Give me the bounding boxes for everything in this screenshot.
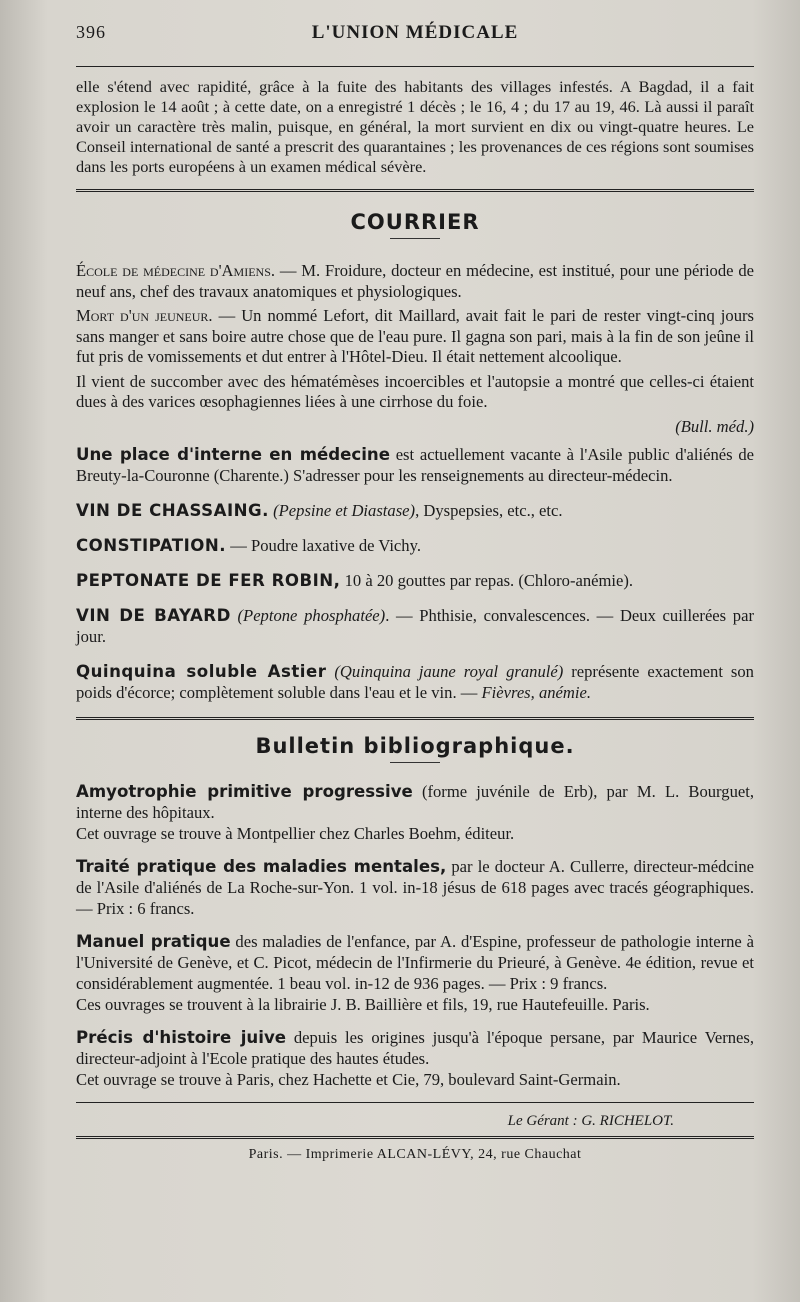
biblio-entry: [76, 856, 754, 919]
news-item-text: — Un nommé Lefort, dit Maillard, avait fait le pari de rester vingt-cinq jours sans manger et sans boire autre chose que de l'eau pure. Il gagna son pari, mais à la fin de son jeûne il fut pris de vomissements et dut entrer à l'Hôtel-Dieu. Il était nettement alcoolique.: [76, 306, 754, 366]
news-source: (Bull. méd.): [675, 416, 754, 436]
page-number: 396: [76, 22, 106, 42]
journal-title: L'UNION MÉDICALE: [311, 22, 519, 43]
biblio-text: par le docteur A. Cullerre, directeur-médcine de l'Asile d'aliénés de La Roche-sur-Yon. 1 vol. in-18 jésus de 618 pages avec tracés géographiques. — Prix : 6 francs.: [76, 857, 755, 918]
bulletin-title: Bulletin bibliographique.: [255, 734, 575, 758]
bulletin-title-rule: [390, 762, 440, 763]
news-item: [76, 261, 754, 302]
courrier-title: COURRIER: [350, 210, 480, 234]
ad-item: [76, 661, 754, 703]
bulletin-section: [76, 781, 754, 1090]
biblio-publisher: Cet ouvrage se trouve à Paris, chez Hachette et Cie, 79, boulevard Saint-Germain.: [76, 1070, 621, 1089]
ad-italic: (Pepsine et Diastase): [273, 501, 416, 520]
ad-tail: Fièvres, anémie.: [481, 683, 592, 702]
news-item: [76, 306, 754, 368]
biblio-text: (forme juvénile de Erb), par M. L. Bourguet, interne des hôpitaux.: [76, 782, 754, 822]
ad-head: VIN DE CHASSAING.: [76, 501, 269, 520]
ad-text: . — Phthisie, convalescences. — Deux cuillerées par jour.: [76, 606, 754, 646]
biblio-text: des maladies de l'enfance, par A. d'Espine, professeur de pathologie interne à l'Université de Genève, et C. Picot, médecin de l'Infirmerie du Prieuré, à Genève. 4e édition, revue et considérablement augmentée. 1 beau vol. in-12 de 936 pages. — Prix : 9 francs.: [76, 932, 754, 993]
ad-italic: (Peptone phosphatée): [237, 606, 386, 625]
gerant-signature: Le Gérant : G. RICHELOT.: [507, 1113, 674, 1129]
news-item-head: Une place d'interne en médecine: [76, 445, 390, 464]
intro-paragraph: elle s'étend avec rapidité, grâce à la fuite des habitants des villages infestés. A Bagdad, il a fait explosion le 14 août ; à cette date, on a enregistré 1 décès ; le 16, 4 ; du 17 au 19, 46. Là aussi il paraît avoir un caractère très malin, puisque, en général, la mort survient en dix ou vingt-quatre heures. Le Conseil international de santé a prescrit des quarantaines ; les provenances de ces régions sont soumises dans les ports européens à un examen médical sévère.: [76, 77, 754, 176]
news-item-head: École de médecine d'Amiens.: [76, 261, 276, 280]
biblio-text: depuis les origines jusqu'à l'époque persane, par Maurice Vernes, directeur-adjoint à l'Ecole pratique des hautes études.: [76, 1028, 754, 1068]
ad-head: Quinquina soluble Astier: [76, 662, 327, 681]
news-item: [76, 445, 754, 486]
ad-head: PEPTONATE DE FER ROBIN,: [76, 571, 341, 590]
biblio-entry: [76, 781, 754, 844]
biblio-head: Traité pratique des maladies mentales,: [76, 857, 447, 876]
biblio-entry: [76, 1027, 754, 1090]
ad-item: [76, 535, 754, 556]
ad-item: [76, 500, 754, 521]
section-divider: [76, 717, 754, 720]
biblio-publisher: Cet ouvrage se trouve à Montpellier chez Charles Boehm, éditeur.: [76, 824, 515, 843]
news-item-text: — M. Froidure, docteur en médecine, est institué, pour une période de neuf ans, chef des travaux anatomiques et physiologiques.: [76, 261, 754, 301]
ad-text: 10 à 20 gouttes par repas. (Chloro-anémie).: [340, 571, 634, 590]
printer-imprint: Paris. — Imprimerie ALCAN-LÉVY, 24, rue Chauchat: [248, 1147, 582, 1162]
biblio-head: Amyotrophie primitive progressive: [76, 782, 413, 801]
courrier-section: [76, 261, 754, 486]
ad-item: [76, 605, 754, 647]
news-item: [76, 372, 754, 413]
news-item-head: Mort d'un jeuneur.: [76, 306, 213, 325]
footer-divider: [76, 1136, 754, 1139]
ad-item: [76, 570, 754, 591]
ad-head: CONSTIPATION.: [76, 536, 227, 555]
news-item-text: Il vient de succomber avec des hématémèses incoercibles et l'autopsie a montré que celles-ci étaient dues à des varices œsophagiennes liées à une cirrhose du foie.: [76, 371, 754, 411]
section-divider: [76, 189, 754, 192]
courrier-title-rule: [390, 238, 440, 239]
biblio-head: Manuel pratique: [76, 932, 231, 951]
biblio-head: Précis d'histoire juive: [76, 1028, 287, 1047]
ad-italic: (Quinquina jaune royal granulé): [334, 662, 564, 681]
header-rule: [76, 66, 754, 67]
ad-text: représente exactement son poids d'écorce; complètement soluble dans l'eau et le vin. —: [76, 662, 754, 702]
news-item-text: est actuellement vacante à l'Asile public d'aliénés de Breuty-la-Couronne (Charente.) S'adresser pour les renseignements au directeur-médecin.: [76, 445, 754, 485]
advertisements: [76, 500, 754, 703]
page-header: [76, 22, 754, 60]
footer-rule: [76, 1102, 754, 1103]
biblio-publisher: Ces ouvrages se trouvent à la librairie J. B. Baillière et fils, 19, rue Hautefeuille. Paris.: [76, 995, 650, 1014]
ad-head: VIN DE BAYARD: [76, 606, 231, 625]
ad-text: , Dyspepsies, etc., etc.: [415, 501, 563, 520]
biblio-entry: [76, 931, 754, 1015]
ad-text: — Poudre laxative de Vichy.: [226, 536, 421, 555]
